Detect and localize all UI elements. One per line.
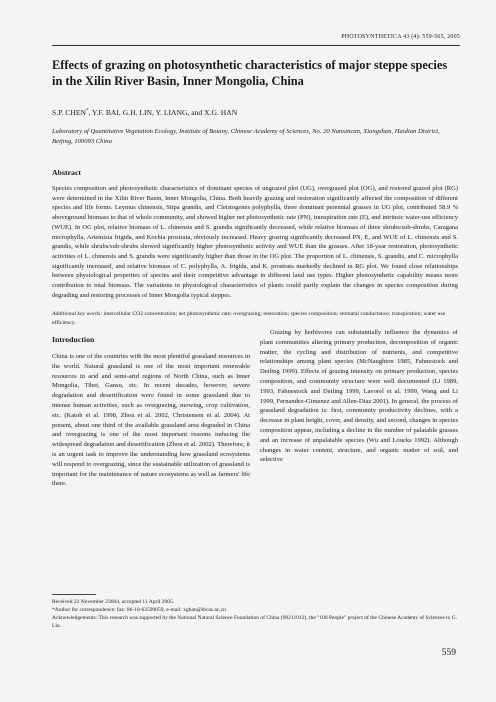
footnote-rule [52, 594, 96, 595]
header-rule [52, 45, 460, 46]
abstract-text: Species composition and photosynthetic characteristics of dominant species of ungrazed plot (UG), overgrazed plot (OG), and restored grazed plot (RG) were determined in the Xilin River Basin, Inner Mongolia, China. Both heavily grazing and restoration significantly affected the composition of different species and life forms. Leymus chinensis, Stipa grandis, and Cleistogenes polyphylla, three dominant perennial grasses in UG plot, contributed 58.9 % aboveground biomass to that of whole community, and showed higher net photosynthetic rate (PN), transpiration rate (E), and intrinsic water-use efficiency (WUE). In OG plot, relative biomass of L. chinensis and S. grandis significantly decreased, while relative biomass of three shrubs/sub-shrubs, Caragana microphylla, Artemisia frigida, and Kochia prostrata, obviously increased. Heavy grazing significantly decreased PN, E, and WUE of L. chinensis and S. grandis, while shrubs/sub-shrubs showed significantly higher photosynthetic activity and WUE than the grasses. After 18-year restoration, photosynthetic activities of L. chinensis and S. grandis were significantly higher than those in the OG plot. The proportion of L. chinensis, S. grandis, and C. microphylla significantly increased, and relative biomass of C. polyphylla, A. frigida, and K. prostrata markedly declined in RG plot. We found close relationships between physiological properties of species and their competitive advantage in different land use types. Higher photosynthetic capability means more contribution to total biomass. The variations in physiological characteristics of plants could partly explain the changes in species composition during degrading and restoring processes of Inner Mongolia typical steppes. [52, 185, 458, 299]
corresponding-marker: * [85, 108, 89, 114]
keywords [52, 310, 458, 327]
intro-left-column: China is one of the countries with the most plentiful grassland resources in the world. Natural grassland is one of the most important renewable resources in arid and semi-arid regions of North China, such as Inner Mongolia, Tibet, Gansu, etc. In recent decades, however, severe degradation and desertification were found in some grassland due to intense human activities, such as overgrazing, mowing, crop cultivation, etc. (Katoh et al. 1998, Zhou et al. 2002, Christensen et al. 2004). At present, about one third of the available grassland area degraded in China and overgrazing is one of the most important reasons inducing the widespread degradation and desertification (Zhou et al. 2002). Therefore, it is an urgent task to improve the understanding how grassland ecosystems will respond to overgrazing, since the sustainable utilization of grassland is important for the maintenance of nature ecosystems as well as farmers' life there. [52, 353, 250, 488]
introduction-heading: Introduction [52, 335, 95, 344]
received-note: Received 22 November 23004, accepted 11 April 2005. [52, 599, 175, 605]
journal-reference: PHOTOSYNTHETICA 43 (4): 559-565, 2005 [341, 34, 460, 40]
abstract-heading: Abstract [52, 168, 82, 177]
paper-title: Effects of grazing on photosynthetic characteristics of major steppe species in the Xilin River Basin, Inner Mongolia, China [52, 58, 448, 88]
other-authors: , Y.F. BAI, G.H. LIN, Y. LIANG, and X.G. HAN [88, 108, 238, 117]
author-list [52, 108, 237, 117]
intro-right-column: Grazing by herbivores can substantially influence the dynamics of plant communities altering primary production, decomposition of organic matter, the cycling and distribution of nutrients, and competitive relationships among plant species (McNaughton 1985, Fahnestock and Detling 1999). Effects of grazing intensity on primary production, species composition, and community structure were well documented (Li 1989, 1993, Fahnestock and Detling 1999, Lavorel et al. 1999, Wang and Li 1999, Fernandez-Gimenez and Allen-Diaz 2001). In general, the process of grassland degradation is: first, community productivity declines, with a decrease in plant height, cover, and density, and second, changes in species composition appear, including a decline in the number of palatable grasses and an increase of unpalatable species (Wu and Loucks 1992). Although changes in water content, structure, and organic matter of soil, and selective [260, 329, 458, 464]
correspondence-note: *Author for correspondence; fax: 86-10-62599059, e-mail: xghan@ibcas.ac.cn [52, 607, 226, 613]
acknowledgements-note: Acknowledgements: This research was supported by the National Natural Science Foundation of China (90211012), the "100 People" project of the Chinese Academy of Sciences to G. Lin. [52, 615, 458, 629]
first-author: S.P. CHEN [52, 108, 86, 117]
affiliation: Laboratory of Quantitative Vegetation Ecology, Institute of Botany, Chinese Academy of Sciences, No. 20 Nanxincun, Xiangshan, Haidian District, Beijing, 100093 China [52, 128, 440, 145]
page-number: 559 [441, 648, 456, 658]
keywords-label: Additional key words: [52, 311, 103, 317]
footnotes [52, 598, 458, 630]
keywords-text: intercellular CO2 concentration; net photosynthetic rate; overgrazing; restoration; species composition; stomatal conductance; transpiration; water use efficiency. [52, 311, 446, 326]
